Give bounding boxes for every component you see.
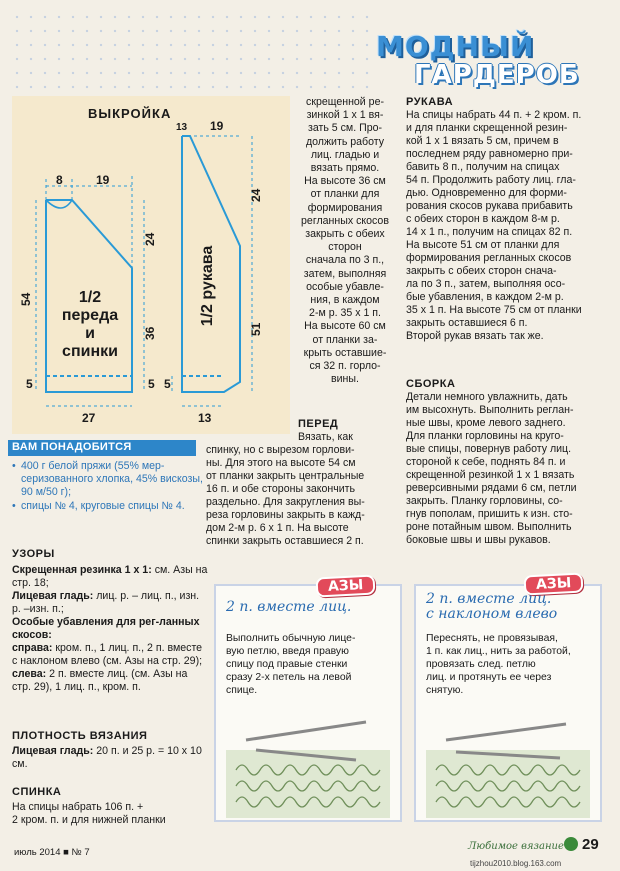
assembly-title: СБОРКА [406, 378, 456, 390]
tip-card-title: 2 п. вместе лиц. [226, 599, 352, 615]
page-number: 29 [582, 836, 599, 853]
gauge-title: ПЛОТНОСТЬ ВЯЗАНИЯ [12, 730, 148, 742]
sleeve-dim-right-lower: 51 [249, 322, 263, 336]
neck-curve [46, 200, 72, 208]
front-label-line-4: спинки [62, 343, 118, 360]
gauge-section: ПЛОТНОСТЬ ВЯЗАНИЯ Лицевая гладь: 20 п. и 25 р. = 10 х 10 см. [12, 730, 208, 771]
section-header [372, 30, 612, 100]
magazine-name: Любимое вязание [468, 841, 564, 852]
watermark: tijzhou2010.blog.163.com [470, 859, 562, 868]
header-dot-pattern [10, 10, 370, 95]
sleeve-dim-top-left: 13 [176, 122, 188, 133]
front-label-line-1: 1/2 [78, 289, 102, 306]
back-continuation-text: скрещенной ре- зинкой 1 х 1 вя- зать 5 см. Про- должить работу лиц. гладью и вязать прямо. На высоте 36 см от планки для формирования регланных скосов закрыть с обеих сторон сначала по 3 п., затем, выполняя особые убавле- ния, в каждом 2-м р. 35 х 1 п. На высоте 60 см от планки за- крыть оставшие- ся 32 п. горло- вины. [301, 96, 389, 386]
sleeve-dim-right-upper: 24 [249, 188, 263, 202]
knitting-illustration [226, 710, 390, 818]
front-label-line-2: переда [61, 307, 119, 324]
front-dim-bottom: 27 [82, 411, 96, 425]
tip-card-title: 2 п. вместе лиц. с наклоном влево [426, 591, 558, 622]
tip-card-knit-two-together [214, 577, 402, 822]
materials-list [12, 460, 204, 514]
front-label-line-3: и [85, 325, 95, 342]
tip-card-text: Выполнить обычную лице- вую петлю, введя правую спицу под правые стенки сразу 2-х петель на левой спице. [226, 633, 356, 696]
front-title: ПЕРЕД [298, 418, 339, 430]
back-title: СПИНКА [12, 786, 62, 798]
sleeve-dim-bottom: 13 [198, 411, 212, 425]
tip-card-knit-two-left [414, 575, 602, 822]
sleeve-dim-bottom-side: 5 [164, 377, 171, 391]
front-dim-right-lower: 36 [143, 326, 157, 340]
sleeve-label: 1/2 рукава [199, 245, 216, 327]
front-dim-bottom-side: 5 [26, 377, 33, 391]
front-dim-left: 54 [19, 292, 33, 306]
header-line-1: МОДНЫЙ [376, 30, 535, 63]
knitting-illustration [426, 710, 590, 818]
tip-card-text: Переснять, не провязывая, 1 п. как лиц., нить за работой, провязать след. петлю лиц. и протянуть ее через снятую. [426, 633, 571, 696]
front-section: ПЕРЕД Вязать, как спинку, но с вырезом горлови- ны. Для этого на высоте 54 см от планки закрыть центральные 16 п. и обе стороны закончить раздельно. Для закругления вы- реза горловины закрыть в кажд- дом 2-м р. 6 х 1 п. На высоте спинки закрыть оставшиеся 2 п. [206, 418, 396, 548]
front-dim-top-left: 8 [56, 173, 63, 187]
pattern-diagram [12, 96, 290, 434]
front-dim-bottom-right: 5 [148, 377, 155, 391]
materials-item: • 400 г белой пряжи (55% мер-серизованного хлопка, 45% вискозы, 90 м/50 г); [12, 460, 204, 499]
back-section: СПИНКА На спицы набрать 106 п. + 2 кром. п. и для нижней планки [12, 786, 208, 827]
sleeve-section: РУКАВА На спицы набрать 44 п. + 2 кром. п. и для планки скрещенной резин- кой 1 х 1 вязать 5 см, причем в последнем ряду равномерно при- бавить 8 п., получим на спицах 54 п. Продолжить работу лиц. гла- дью. Одновременно для форми- рования скосов рукава прибавить с обеих сторон в каждом 8-м р. 14 х 1 п., получим на спицах 82 п. На высоте 51 см от планки для формирования регланных скосов закрыть с обеих сторон снача- ла по 3 п., затем, выполняя осо- бые убавления, в каждом 2-м р. 35 х 1 п. На высоте 75 см от планки закрыть оставшиеся 6 п. Второй рукав вязать так же. [406, 96, 606, 343]
diagram-title: ВЫКРОЙКА [88, 106, 172, 121]
materials-heading: ВАМ ПОНАДОБИТСЯ [8, 440, 196, 456]
assembly-section: СБОРКА Детали немного увлажнить, дать им высохнуть. Выполнить реглан- ные швы, кроме левого заднего. Для планки горловины на круго- вые спицы, повернув работу лиц. стороной к себе, поднять 84 п. и скрещенной резинкой 1 х 1 вязать реверсивными рядами 6 см, петли закрыть. Планку горловины, со- гнув пополам, пришить к изн. сто- роне потайным швом. Выполнить боковые швы и швы рукавов. [406, 378, 606, 547]
sleeve-dim-top-right: 19 [210, 119, 224, 133]
basics-badge: АЗЫ [316, 574, 376, 597]
header-line-2: ГАРДЕРОБ [414, 60, 580, 90]
front-dim-top-right: 19 [96, 173, 110, 187]
front-dim-right-upper: 24 [143, 232, 157, 246]
issue-date: июль 2014 ■ № 7 [14, 847, 90, 858]
yarn-ball-icon [564, 837, 578, 851]
sleeve-title: РУКАВА [406, 96, 454, 108]
patterns-section: УЗОРЫ Скрещенная резинка 1 х 1: см. Азы на стр. 18; Лицевая гладь: лиц. р. – лиц. п., изн. р. –изн. п.; Особые убавления для рег-ланных скосов: справа: кром. п., 1 лиц. п., 2 п. вместе с наклоном влево (см. Азы на стр. 29); слева: 2 п. вместе лиц. (см. Азы на стр. 29), 1 лиц. п., кром. п. [12, 548, 208, 693]
patterns-title: УЗОРЫ [12, 548, 55, 560]
materials-item: • спицы № 4, круговые спицы № 4. [12, 500, 204, 513]
basics-badge: АЗЫ [524, 572, 584, 595]
